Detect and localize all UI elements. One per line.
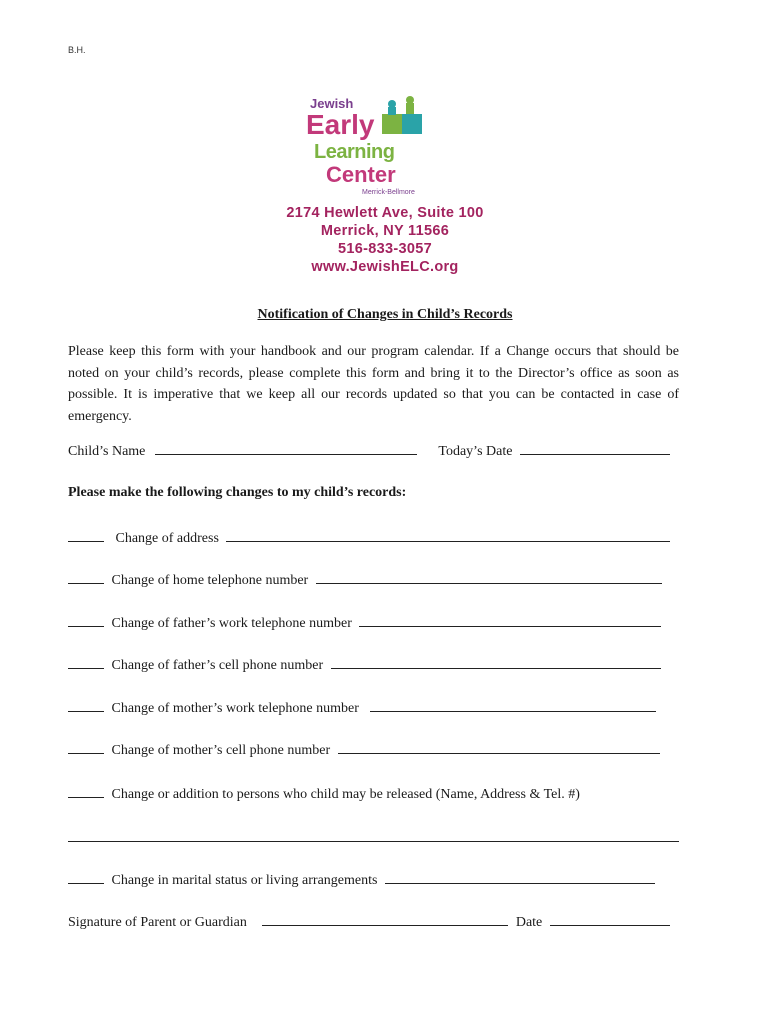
signature-date-field[interactable] — [550, 913, 670, 926]
item-check-blank[interactable] — [68, 614, 104, 627]
logo-figure-body — [388, 107, 396, 115]
item-check-blank[interactable] — [68, 785, 104, 798]
logo-text-center: Center — [326, 162, 396, 187]
item-row — [68, 529, 679, 547]
item-value-field[interactable] — [226, 529, 670, 542]
logo-graphic — [300, 94, 440, 198]
item-row — [68, 699, 679, 717]
item-value-field[interactable] — [338, 741, 660, 754]
item-check-blank[interactable] — [68, 529, 104, 542]
logo-text-jewish: Jewish — [310, 96, 354, 111]
item-label: Change of home telephone number — [111, 573, 309, 588]
item-value-field[interactable] — [385, 871, 655, 884]
item-label: Change in marital status or living arrangements — [111, 873, 378, 888]
child-name-row — [68, 442, 679, 460]
item-check-blank[interactable] — [68, 871, 104, 884]
item-value-field[interactable] — [370, 699, 656, 712]
school-logo — [300, 94, 440, 198]
item-value-field[interactable] — [331, 656, 661, 669]
logo-text-early: Early — [306, 109, 375, 140]
item-label: Change of father’s work telephone number — [111, 616, 352, 631]
address-line-2: Merrick, NY 11566 — [320, 223, 450, 239]
website-link[interactable]: www.JewishELC.org — [311, 259, 459, 275]
logo-figure-head — [388, 100, 396, 108]
item-label: Change of father’s cell phone number — [111, 658, 324, 673]
item-value-field[interactable] — [359, 614, 661, 627]
logo-figure-body-2 — [406, 103, 414, 114]
item-row — [68, 871, 679, 889]
item-value-field[interactable] — [316, 571, 662, 584]
phone-number: 516-833-3057 — [338, 241, 432, 257]
child-name-field[interactable] — [155, 442, 417, 455]
item-check-blank[interactable] — [68, 656, 104, 669]
child-name-label: Child’s Name — [68, 444, 146, 459]
item-label: Change of mother’s cell phone number — [111, 743, 331, 758]
intro-paragraph: Please keep this form with your handbook and our program calendar. If a Change occurs that should be noted on your child’s records, please complete this form and bring it to the Director’s office as soon as possible. It is imperative that we keep all our records updated so that you can be contacted in case of emergency. — [68, 344, 679, 424]
logo-block-green — [382, 114, 402, 134]
signature-row — [68, 913, 679, 931]
address-line-1: 2174 Hewlett Ave, Suite 100 — [286, 205, 484, 221]
item-label: Change of address — [115, 531, 219, 546]
contact-block — [0, 204, 770, 276]
form-title: Notification of Changes in Child’s Records — [257, 307, 513, 322]
item-check-blank[interactable] — [68, 741, 104, 754]
release-persons-field[interactable] — [68, 841, 679, 842]
logo-text-sub: Merrick-Bellmore — [362, 189, 415, 196]
todays-date-label: Today’s Date — [438, 444, 513, 459]
header-mark: B.H. — [68, 45, 86, 55]
logo-text-learning: Learning — [314, 141, 395, 163]
item-row — [68, 571, 679, 589]
item-row — [68, 614, 679, 632]
item-row — [68, 741, 679, 759]
logo-figure-head-2 — [406, 96, 414, 104]
item-check-blank[interactable] — [68, 571, 104, 584]
todays-date-field[interactable] — [520, 442, 670, 455]
signature-label: Signature of Parent or Guardian — [68, 915, 247, 930]
signature-date-label: Date — [515, 915, 543, 930]
signature-field[interactable] — [262, 913, 508, 926]
item-label: Change of mother’s work telephone number — [111, 701, 359, 716]
section-heading: Please make the following changes to my child’s records: — [68, 485, 407, 500]
item-row — [68, 656, 679, 674]
item-check-blank[interactable] — [68, 699, 104, 712]
item-label: Change or addition to persons who child may be released (Name, Address & Tel. #) — [111, 787, 580, 802]
item-row — [68, 785, 679, 803]
logo-block-teal — [402, 114, 422, 134]
